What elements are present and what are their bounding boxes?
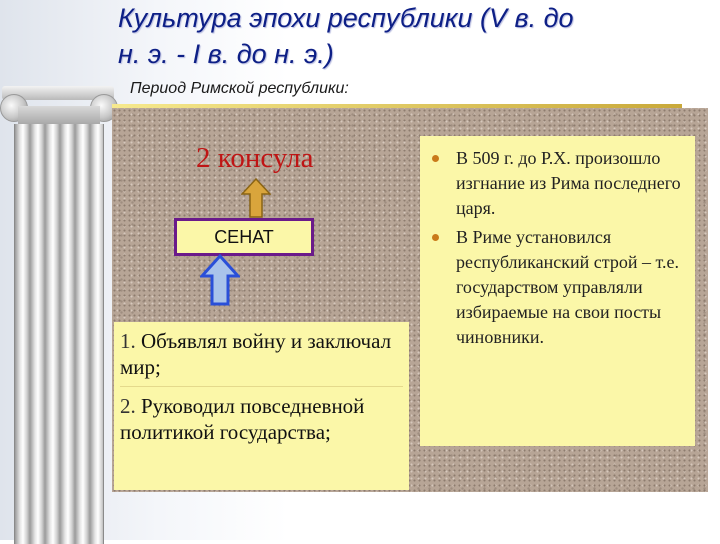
facts-box	[420, 136, 695, 446]
fact-text: В Риме установился республиканский строй – т.е. государством управляли избираемые на свои посты чиновники.	[456, 227, 679, 347]
duty-item-1	[120, 328, 403, 380]
column-neck	[18, 106, 100, 124]
consuls-label: 2 консула	[196, 142, 314, 174]
ionic-column-icon	[0, 80, 118, 540]
fact-text: В 509 г. до Р.Х. произошло изгнание из Рима последнего царя.	[456, 148, 681, 218]
gold-up-arrow-icon	[241, 178, 271, 218]
bullet-icon	[432, 155, 439, 162]
bullet-icon	[432, 234, 439, 241]
slide-subtitle: Период Римской республики:	[130, 80, 349, 97]
blue-up-arrow-icon	[200, 254, 240, 306]
duty-text: Руководил повседневной политикой государства;	[120, 394, 365, 444]
senate-box: СЕНАТ	[174, 218, 314, 256]
senate-duties-box	[114, 322, 409, 490]
fact-item-2	[430, 225, 687, 350]
title-line-1: Культура эпохи республики (V в. до	[118, 3, 574, 33]
slide-title	[118, 0, 718, 72]
title-line-2: н. э. - I в. до н. э.)	[118, 39, 334, 69]
fact-item-1	[430, 146, 687, 221]
duty-text: Объявлял войну и заключал мир;	[120, 329, 392, 379]
duty-number: 1.	[120, 329, 136, 353]
duty-number: 2.	[120, 394, 136, 418]
duty-item-2	[120, 386, 403, 445]
column-shaft	[14, 124, 104, 544]
